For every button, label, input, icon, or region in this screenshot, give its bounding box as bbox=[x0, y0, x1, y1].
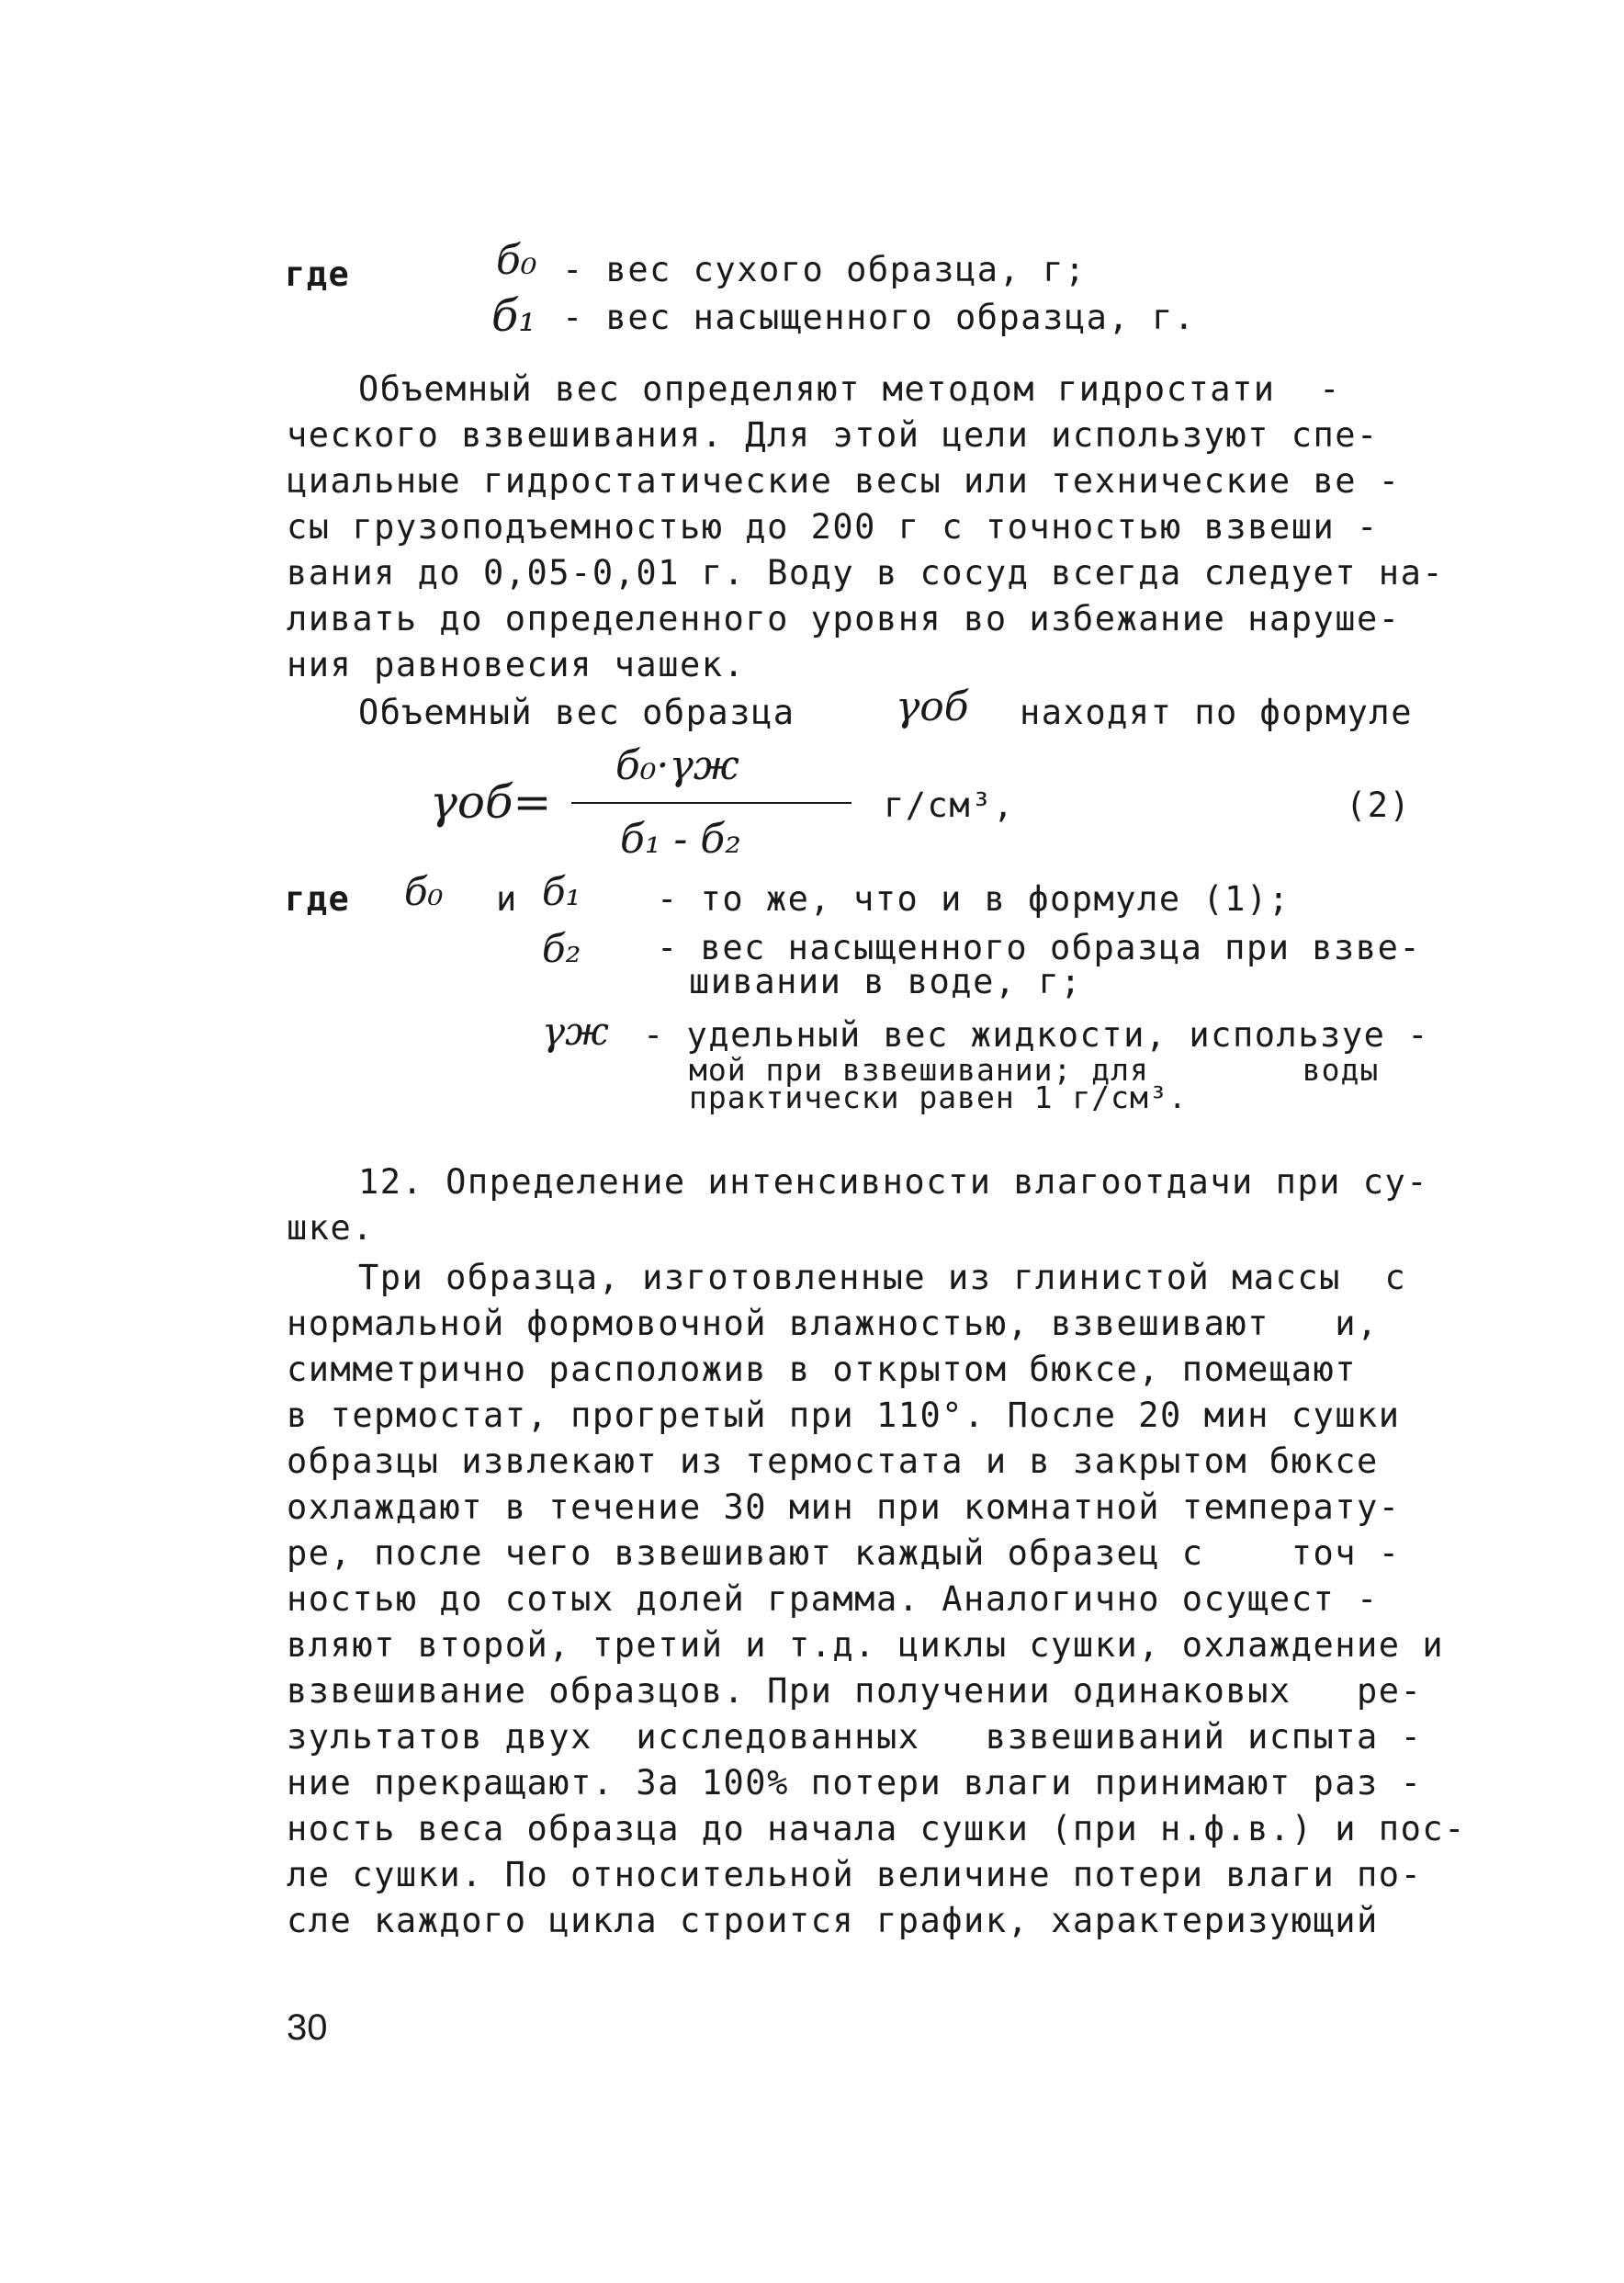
text-line: образцы извлекают из термостата и в закрытом бюксе bbox=[287, 1441, 1379, 1481]
text-line: ле сушки. По относительной величине потери влаги по- bbox=[287, 1855, 1423, 1894]
text-line: ность веса образца до начала сушки (при н.ф.в.) и пос- bbox=[287, 1809, 1466, 1848]
formula-unit: г/см³, bbox=[884, 785, 1015, 825]
text-line: 12. Определение интенсивности влагоотдачи при су- bbox=[358, 1162, 1429, 1202]
where-label-1: где bbox=[285, 254, 351, 294]
def-line-saturated-weight: - вес насыщенного образца, г. bbox=[562, 298, 1196, 337]
text-line: ливать до определенного уровня во избежание наруше- bbox=[287, 599, 1401, 639]
symbol-b1: б₁ bbox=[542, 869, 581, 914]
def-line-specific-weight-b: мой при взвешивании; для воды bbox=[689, 1052, 1380, 1088]
def-line-water-weight-b: шивании в воде, г; bbox=[689, 962, 1082, 1001]
formula-lhs: γоб= bbox=[430, 775, 552, 829]
def-line-same-as-1: - то же, что и в формуле (1); bbox=[657, 879, 1291, 919]
symbol-b1: б₁ bbox=[491, 290, 536, 342]
text-line: циальные гидростатические весы или технические ве - bbox=[287, 461, 1401, 501]
formula-number: (2) bbox=[1346, 785, 1412, 825]
symbol-b2: б₂ bbox=[542, 926, 581, 971]
def-line-specific-weight-c: практически равен 1 г/см³. bbox=[689, 1079, 1188, 1115]
page-number: 30 bbox=[287, 2007, 328, 2048]
symbol-b0: б₀ bbox=[496, 237, 537, 284]
formula-numerator: б₀·γж bbox=[615, 742, 739, 789]
text-line: шке. bbox=[287, 1208, 375, 1248]
text-line: сле каждого цикла строится график, характеризующий bbox=[287, 1901, 1379, 1940]
fraction-bar bbox=[571, 802, 851, 804]
text-line: охлаждают в течение 30 мин при комнатной температу- bbox=[287, 1487, 1401, 1527]
text-line: в термостат, прогретый при 110°. После 20 мин сушки bbox=[287, 1396, 1401, 1435]
text-line: вания до 0,05-0,01 г. Воду в сосуд всегда следует на- bbox=[287, 553, 1445, 593]
text-line: Три образца, изготовленные из глинистой массы с bbox=[358, 1258, 1407, 1297]
where-label-2: где bbox=[285, 879, 351, 919]
text-line: ние прекращают. За 100% потери влаги принимают раз - bbox=[287, 1763, 1423, 1803]
conjunction: и bbox=[496, 879, 518, 919]
symbol-gamma-zh: γж bbox=[542, 1009, 609, 1054]
text-line: ностью до сотых долей грамма. Аналогично осущест - bbox=[287, 1579, 1379, 1619]
def-line-specific-weight-a: - удельный вес жидкости, используе - bbox=[643, 1015, 1429, 1055]
symbol-gamma-ob: γоб bbox=[896, 684, 969, 730]
text-line: симметрично расположив в открытом бюксе, помещают bbox=[287, 1350, 1358, 1389]
text-line: ческого взвешивания. Для этой цели используют спе- bbox=[287, 415, 1379, 455]
text-line: вляют второй, третий и т.д. циклы сушки, охлаждение и bbox=[287, 1625, 1445, 1665]
def-line-water-weight-a: - вес насыщенного образца при взве- bbox=[657, 928, 1422, 967]
text-line: Объемный вес определяют методом гидростати - bbox=[358, 369, 1341, 409]
formula-intro-start: Объемный вес образца bbox=[358, 693, 795, 732]
symbol-b0: б₀ bbox=[404, 869, 444, 914]
formula-denominator: б₁ - б₂ bbox=[620, 816, 741, 863]
text-line: взвешивание образцов. При получении одинаковых ре- bbox=[287, 1671, 1423, 1711]
text-line: зультатов двух исследованных взвешиваний испыта - bbox=[287, 1717, 1423, 1757]
text-line: нормальной формовочной влажностью, взвешивают и, bbox=[287, 1304, 1379, 1343]
formula-intro-end: находят по формуле bbox=[1020, 693, 1413, 732]
text-line: сы грузоподъемностью до 200 г с точностью взвеши - bbox=[287, 507, 1379, 547]
text-line: ре, после чего взвешивают каждый образец с точ - bbox=[287, 1533, 1401, 1573]
text-line: ния равновесия чашек. bbox=[287, 645, 746, 684]
def-line-dry-weight: - вес сухого образца, г; bbox=[562, 250, 1087, 289]
